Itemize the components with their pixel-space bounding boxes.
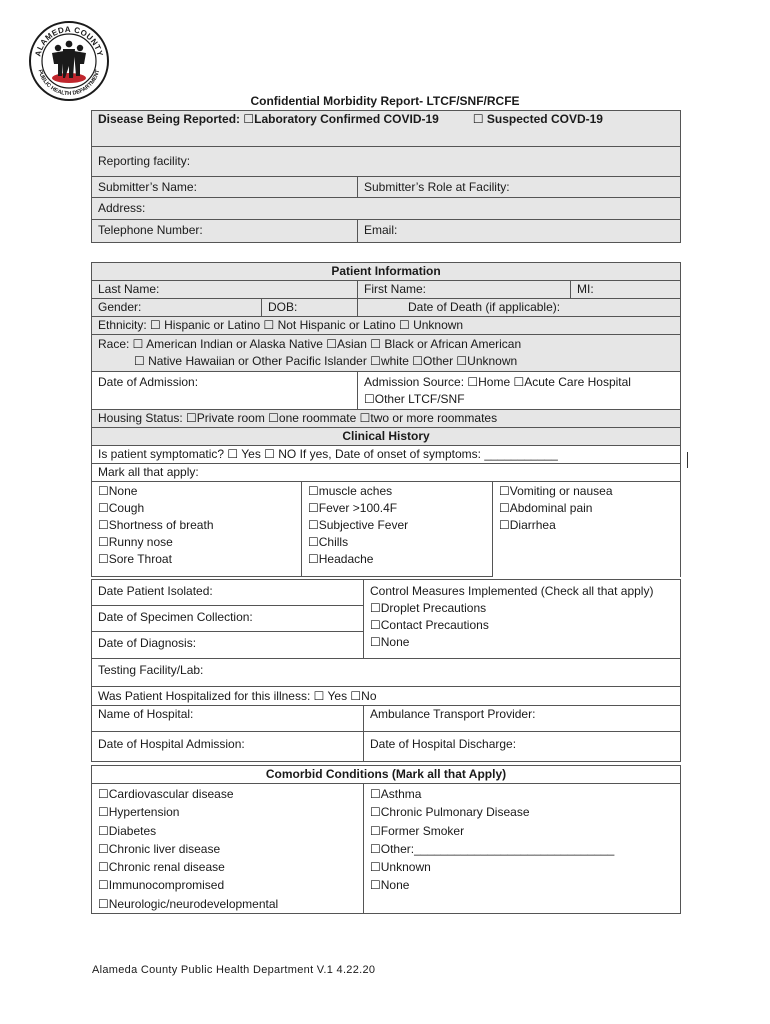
admission-date-field[interactable]: Date of Admission: bbox=[92, 372, 358, 410]
stray-mark bbox=[687, 452, 688, 468]
symptom-muscle-aches-checkbox[interactable]: ☐muscle aches bbox=[308, 484, 393, 498]
control-none-checkbox[interactable]: ☐None bbox=[370, 635, 410, 649]
admission-source-field[interactable] bbox=[358, 372, 681, 410]
comorbid-section bbox=[91, 765, 681, 914]
droplet-precautions-checkbox[interactable]: ☐Droplet Precautions bbox=[370, 601, 487, 615]
admission-source-line-2: ☐Other LTCF/SNF bbox=[364, 392, 465, 406]
clinical-history-header: Clinical History bbox=[92, 428, 681, 446]
chronic-liver-checkbox[interactable]: ☐Chronic liver disease bbox=[98, 841, 221, 856]
email-field[interactable]: Email: bbox=[358, 220, 681, 243]
other-condition-checkbox[interactable]: ☐Other:______________________________ bbox=[370, 841, 615, 856]
patient-section bbox=[91, 262, 681, 577]
reporting-section bbox=[91, 110, 681, 243]
hypertension-checkbox[interactable]: ☐Hypertension bbox=[98, 805, 180, 820]
isolation-section bbox=[91, 579, 681, 762]
symptom-none-checkbox[interactable]: ☐None bbox=[98, 484, 138, 498]
submitter-name-field[interactable]: Submitter’s Name: bbox=[92, 177, 358, 198]
county-seal-logo bbox=[28, 20, 110, 102]
footer-text: Alameda County Public Health Department V.1 4.22.20 bbox=[92, 964, 376, 976]
ethnicity-row[interactable]: Ethnicity: ☐ Hispanic or Latino ☐ Not Hispanic or Latino ☐ Unknown bbox=[92, 317, 681, 335]
hospital-admission-date-field[interactable]: Date of Hospital Admission: bbox=[92, 732, 364, 762]
symptom-headache-checkbox[interactable]: ☐Headache bbox=[308, 552, 374, 566]
admission-source-line-1: Admission Source: ☐Home ☐Acute Care Hospital bbox=[364, 375, 631, 389]
reporting-facility-field[interactable]: Reporting facility: bbox=[92, 147, 681, 177]
symptom-sore-throat-checkbox[interactable]: ☐Sore Throat bbox=[98, 552, 172, 566]
specimen-date-field[interactable]: Date of Specimen Collection: bbox=[92, 606, 364, 632]
former-smoker-checkbox[interactable]: ☐Former Smoker bbox=[370, 823, 465, 838]
comorbid-header: Comorbid Conditions (Mark all that Apply) bbox=[92, 766, 681, 784]
comorbid-right-col bbox=[364, 784, 681, 914]
comorbid-none-checkbox[interactable]: ☐None bbox=[370, 878, 410, 893]
symptom-vomiting-checkbox[interactable]: ☐Vomiting or nausea bbox=[499, 484, 613, 498]
symptom-fever-checkbox[interactable]: ☐Fever >100.4F bbox=[308, 501, 398, 515]
date-isolated-field[interactable]: Date Patient Isolated: bbox=[92, 580, 364, 606]
disease-label: Disease Being Reported: bbox=[98, 112, 244, 126]
asthma-checkbox[interactable]: ☐Asthma bbox=[370, 787, 422, 801]
hospital-discharge-date-field[interactable]: Date of Hospital Discharge: bbox=[364, 732, 681, 762]
neurologic-checkbox[interactable]: ☐Neurologic/neurodevelopmental bbox=[98, 896, 279, 911]
chronic-renal-checkbox[interactable]: ☐Chronic renal disease bbox=[98, 860, 225, 875]
symptom-chills-checkbox[interactable]: ☐Chills bbox=[308, 535, 349, 549]
symptoms-col-3 bbox=[493, 482, 681, 577]
control-measures-label: Control Measures Implemented (Check all that apply) bbox=[370, 584, 654, 598]
contact-precautions-checkbox[interactable]: ☐Contact Precautions bbox=[370, 618, 489, 632]
comorbid-left-col bbox=[92, 784, 364, 914]
symptomatic-row[interactable]: Is patient symptomatic? ☐ Yes ☐ NO If yes, Date of onset of symptoms: ___________ bbox=[92, 446, 681, 464]
dob-field[interactable]: DOB: bbox=[262, 299, 358, 317]
symptom-sob-checkbox[interactable]: ☐Shortness of breath bbox=[98, 518, 214, 532]
symptom-runny-nose-checkbox[interactable]: ☐Runny nose bbox=[98, 535, 173, 549]
disease-row bbox=[92, 111, 681, 147]
race-row[interactable] bbox=[92, 335, 681, 372]
form-title: Confidential Morbidity Report- LTCF/SNF/RCFE bbox=[250, 94, 520, 108]
symptom-cough-checkbox[interactable]: ☐Cough bbox=[98, 501, 145, 515]
testing-lab-field[interactable]: Testing Facility/Lab: bbox=[92, 659, 681, 687]
gender-field[interactable]: Gender: bbox=[92, 299, 262, 317]
symptom-diarrhea-checkbox[interactable]: ☐Diarrhea bbox=[499, 518, 556, 532]
logo-text-top: ALAMEDA COUNTY bbox=[33, 24, 105, 58]
patient-info-header: Patient Information bbox=[92, 263, 681, 281]
chronic-pulmonary-checkbox[interactable]: ☐Chronic Pulmonary Disease bbox=[370, 805, 530, 820]
mark-all-label: Mark all that apply: bbox=[92, 464, 681, 482]
race-line-2: ☐ Native Hawaiian or Other Pacific Islander ☐white ☐Other ☐Unknown bbox=[134, 354, 518, 368]
lab-confirmed-checkbox[interactable]: ☐Laboratory Confirmed COVID-19 bbox=[243, 112, 439, 126]
ambulance-provider-field[interactable]: Ambulance Transport Provider: bbox=[364, 706, 681, 732]
cardiovascular-checkbox[interactable]: ☐Cardiovascular disease bbox=[98, 787, 234, 801]
suspected-checkbox[interactable]: ☐ Suspected COVD-19 bbox=[472, 112, 603, 126]
hospital-name-field[interactable]: Name of Hospital: bbox=[92, 706, 364, 732]
symptoms-col-2 bbox=[302, 482, 493, 577]
first-name-field[interactable]: First Name: bbox=[358, 281, 571, 299]
date-of-death-field[interactable]: Date of Death (if applicable): bbox=[358, 299, 681, 317]
diabetes-checkbox[interactable]: ☐Diabetes bbox=[98, 823, 157, 838]
race-line-1: Race: ☐ American Indian or Alaska Native ☐Asian ☐ Black or African American bbox=[98, 337, 522, 351]
immunocompromised-checkbox[interactable]: ☐Immunocompromised bbox=[98, 878, 225, 893]
hospitalized-row[interactable]: Was Patient Hospitalized for this illness: ☐ Yes ☐No bbox=[92, 687, 681, 706]
symptoms-col-1 bbox=[92, 482, 302, 577]
mi-field[interactable]: MI: bbox=[571, 281, 681, 299]
submitter-role-field[interactable]: Submitter’s Role at Facility: bbox=[358, 177, 681, 198]
address-field[interactable]: Address: bbox=[92, 198, 681, 220]
last-name-field[interactable]: Last Name: bbox=[92, 281, 358, 299]
control-measures-block bbox=[364, 580, 681, 659]
comorbid-unknown-checkbox[interactable]: ☐Unknown bbox=[370, 860, 431, 875]
symptom-abdominal-pain-checkbox[interactable]: ☐Abdominal pain bbox=[499, 501, 593, 515]
telephone-field[interactable]: Telephone Number: bbox=[92, 220, 358, 243]
logo-text-bottom: PUBLIC HEALTH DEPARTMENT bbox=[36, 69, 102, 98]
housing-status-row[interactable]: Housing Status: ☐Private room ☐one roommate ☐two or more roommates bbox=[92, 410, 681, 428]
symptom-subjective-fever-checkbox[interactable]: ☐Subjective Fever bbox=[308, 518, 409, 532]
diagnosis-date-field[interactable]: Date of Diagnosis: bbox=[92, 632, 364, 659]
